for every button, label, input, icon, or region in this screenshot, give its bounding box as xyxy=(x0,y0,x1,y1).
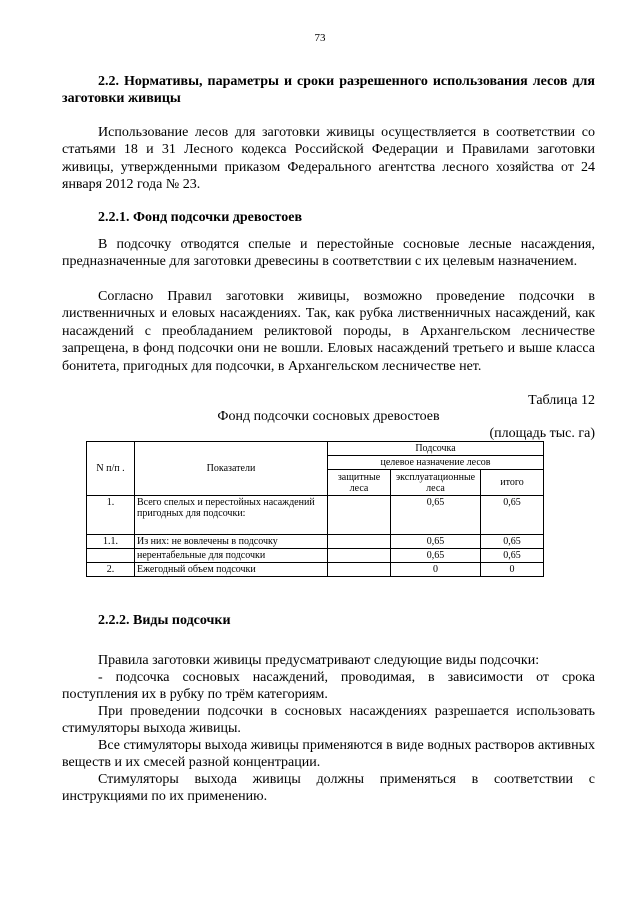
section-heading-2-2-2: 2.2.2. Виды подсочки xyxy=(98,613,231,628)
header-tapping: Подсочка xyxy=(328,442,544,456)
paragraph-stimulators-instructions: Стимуляторы выхода живицы должны применяться в соответствии с инструкциями по их применению. xyxy=(62,772,595,805)
cell-num xyxy=(87,549,135,563)
page-number: 73 xyxy=(314,32,326,44)
paragraph-tapping-types: Правила заготовки живицы предусматривают следующие виды подсочки: xyxy=(98,653,540,668)
cell-protective xyxy=(328,563,391,577)
table-title: Фонд подсочки сосновых древостоев xyxy=(217,409,440,424)
paragraph-usage: Использование лесов для заготовки живицы осуществляется в соответствии со статьями 18 и 31 Лесного кодекса Российской Федерации и Правилами заготовки живицы, утвержденными приказом Федерального агентства лесного хозяйства от 24 января 2012 года № 23. xyxy=(62,125,595,193)
tapping-fund-table xyxy=(86,441,544,577)
section-heading-2-2: 2.2. Нормативы, параметры и сроки разрешенного использования лесов для заготовки живицы xyxy=(62,74,595,107)
cell-protective xyxy=(328,496,391,535)
header-purpose: целевое назначение лесов xyxy=(328,456,544,470)
table-row xyxy=(87,535,544,549)
header-num: N п/п . xyxy=(87,442,135,496)
cell-protective xyxy=(328,535,391,549)
table-row xyxy=(87,549,544,563)
cell-num: 1.1. xyxy=(87,535,135,549)
cell-exploitation: 0,65 xyxy=(391,535,481,549)
cell-exploitation: 0 xyxy=(391,563,481,577)
cell-total: 0 xyxy=(481,563,544,577)
paragraph-stimulators-allowed: При проведении подсочки в сосновых насаждениях разрешается использовать стимуляторы выхода живицы. xyxy=(62,704,595,737)
header-exploitation: эксплуатационные леса xyxy=(391,470,481,496)
header-indicator: Показатели xyxy=(135,442,328,496)
header-total: итого xyxy=(481,470,544,496)
cell-protective xyxy=(328,549,391,563)
cell-indicator: Ежегодный объем подсочки xyxy=(135,563,328,577)
cell-indicator: нерентабельные для подсочки xyxy=(135,549,328,563)
cell-exploitation: 0,65 xyxy=(391,496,481,535)
paragraph-stimulators-solutions: Все стимуляторы выхода живицы применяются в виде водных растворов активных веществ и их смесей разной концентрации. xyxy=(62,738,595,771)
cell-indicator: Из них: не вовлечены в подсочку xyxy=(135,535,328,549)
table-unit: (площадь тыс. га) xyxy=(489,426,595,441)
paragraph-pine-tapping: - подсочка сосновых насаждений, проводимая, в зависимости от срока поступления их в рубку по трём категориям. xyxy=(62,670,595,703)
cell-total: 0,65 xyxy=(481,535,544,549)
cell-total: 0,65 xyxy=(481,496,544,535)
cell-num: 2. xyxy=(87,563,135,577)
cell-total: 0,65 xyxy=(481,549,544,563)
table-row xyxy=(87,496,544,535)
paragraph-tapping-rules: Согласно Правил заготовки живицы, возможно проведение подсочки в лиственничных и еловых насаждениях. Так, как рубка лиственничных насаждений, как насаждений с преобладанием реликтовой породы, в Архангельском лесничестве запрещена, в фонд подсочки они не вошли. Еловых насаждений третьего и выше класса бонитета, пригодных для подсочки, в Архангельском лесничестве нет. xyxy=(62,289,595,374)
table-label: Таблица 12 xyxy=(528,393,595,408)
header-protective: защитные леса xyxy=(328,470,391,496)
section-heading-2-2-1: 2.2.1. Фонд подсочки древостоев xyxy=(98,210,303,225)
cell-num: 1. xyxy=(87,496,135,535)
cell-indicator: Всего спелых и перестойных насаждений пригодных для подсочки: xyxy=(135,496,328,535)
paragraph-tapping-allotment: В подсочку отводятся спелые и перестойные сосновые лесные насаждения, предназначенные для заготовки древесины в соответствии с их целевым назначением. xyxy=(62,237,595,270)
table-row xyxy=(87,563,544,577)
cell-exploitation: 0,65 xyxy=(391,549,481,563)
